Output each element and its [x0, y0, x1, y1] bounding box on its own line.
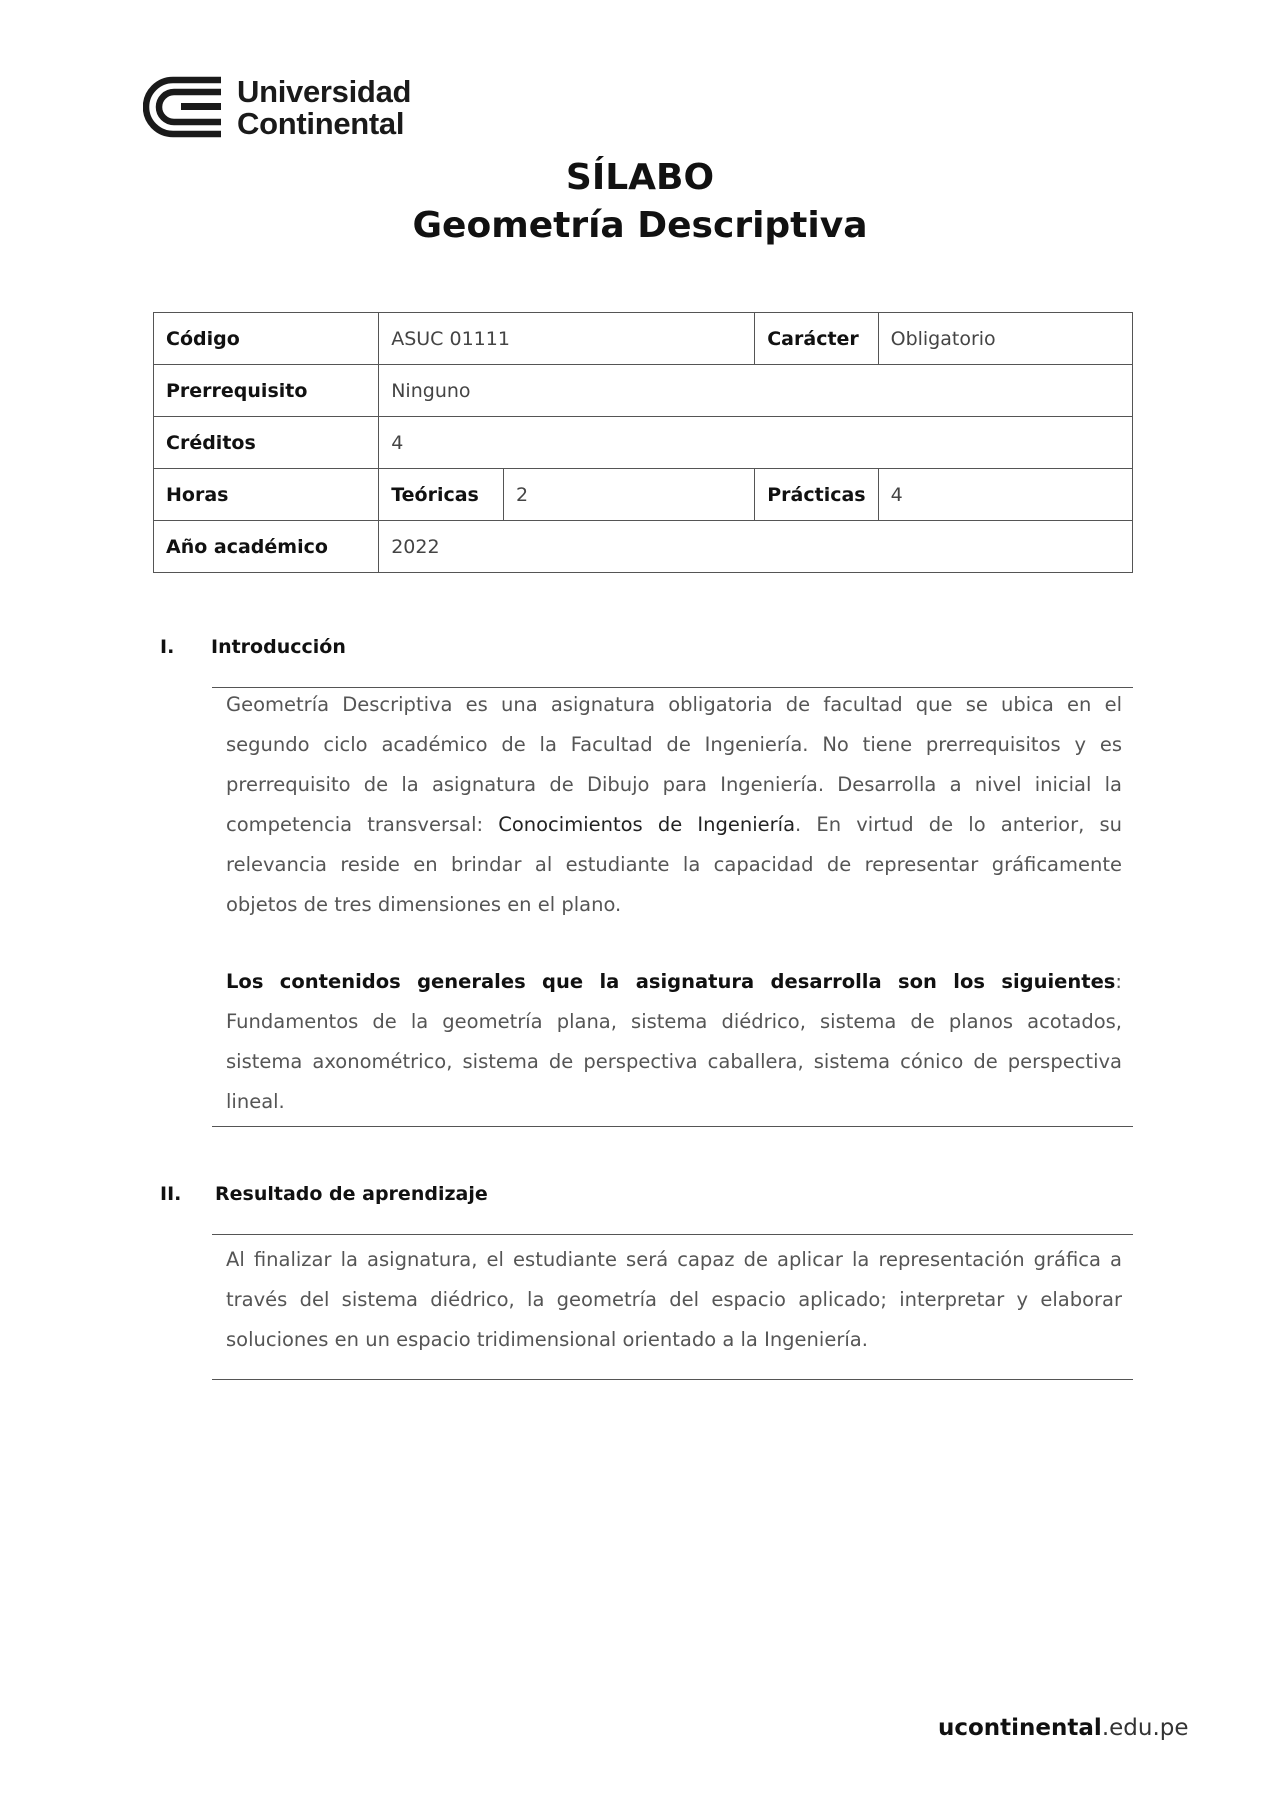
prerrequisito-label: Prerrequisito	[154, 365, 379, 417]
table-row-anio	[154, 521, 1133, 573]
anio-value: 2022	[379, 521, 1133, 573]
section-heading-intro	[160, 636, 660, 662]
creditos-label: Créditos	[154, 417, 379, 469]
caracter-label: Carácter	[755, 313, 878, 365]
teoricas-label: Teóricas	[379, 469, 504, 521]
intro-contents-text: : Fundamentos de la geometría plana, sistema diédrico, sistema de planos acotados, sistema axonométrico, sistema de perspectiva caballera, sistema cónico de perspectiva lineal.	[226, 970, 1122, 1113]
prerrequisito-value: Ninguno	[379, 365, 1133, 417]
caracter-value: Obligatorio	[878, 313, 1132, 365]
codigo-label: Código	[154, 313, 379, 365]
resultado-paragraph: Al finalizar la asignatura, el estudiante será capaz de aplicar la representación gráfica a través del sistema diédrico, la geometría del espacio aplicado; interpretar y elaborar soluciones en un espacio tridimensional orientado a la Ingeniería.	[226, 1248, 1122, 1351]
course-info-table	[153, 312, 1133, 573]
section-title-resultado: Resultado de aprendizaje	[215, 1183, 488, 1205]
logo-wordmark	[237, 76, 411, 140]
section-divider	[212, 1379, 1133, 1380]
intro-paragraph-2	[226, 962, 1122, 1122]
table-row-codigo	[154, 313, 1133, 365]
practicas-value: 4	[878, 469, 1132, 521]
table-row-creditos	[154, 417, 1133, 469]
horas-label: Horas	[154, 469, 379, 521]
creditos-value: 4	[379, 417, 1133, 469]
intro-text-c: . En virtud de lo anterior, su relevancia reside en brindar al estudiante la capacidad de representar gráficamente objetos de tres dimensiones en el plano.	[226, 813, 1123, 916]
section-number-resultado: II.	[160, 1183, 182, 1205]
teoricas-value: 2	[504, 469, 755, 521]
codigo-value: ASUC 01111	[379, 313, 755, 365]
intro-competencia: Conocimientos de Ingeniería	[498, 813, 796, 836]
footer-site-bold: ucontinental	[938, 1715, 1102, 1741]
section-number-intro: I.	[160, 636, 175, 658]
practicas-label: Prácticas	[755, 469, 878, 521]
section-heading-resultado	[160, 1183, 660, 1209]
logo-line-1: Universidad	[237, 74, 412, 109]
document-title: SÍLABO	[565, 157, 715, 198]
intro-contents-label: Los contenidos generales que la asignatura desarrolla son los siguientes	[226, 970, 1116, 993]
intro-text-a: Geometría Descriptiva es una asignatura obligatoria de facultad que se ubica en el segundo ciclo académico de la Facultad de Ingeniería. No tiene prerrequisitos y es prerrequisito de la asignatura de Dibujo para Ingeniería. Desarrolla a nivel inicial la competencia transversal:	[226, 693, 1122, 836]
university-continental-c-icon	[143, 76, 223, 138]
university-logo	[143, 76, 443, 142]
anio-label: Año académico	[154, 521, 379, 573]
section-title-intro: Introducción	[211, 636, 346, 658]
intro-paragraph-1	[226, 685, 1122, 925]
footer-site-domain: .edu.pe	[1101, 1715, 1189, 1741]
table-row-prerrequisito	[154, 365, 1133, 417]
course-name: Geometría Descriptiva	[412, 205, 868, 246]
footer-website	[938, 1715, 1189, 1741]
section-divider	[212, 1126, 1133, 1127]
section-divider	[212, 1234, 1133, 1235]
logo-line-2: Continental	[237, 106, 405, 141]
table-row-horas	[154, 469, 1133, 521]
